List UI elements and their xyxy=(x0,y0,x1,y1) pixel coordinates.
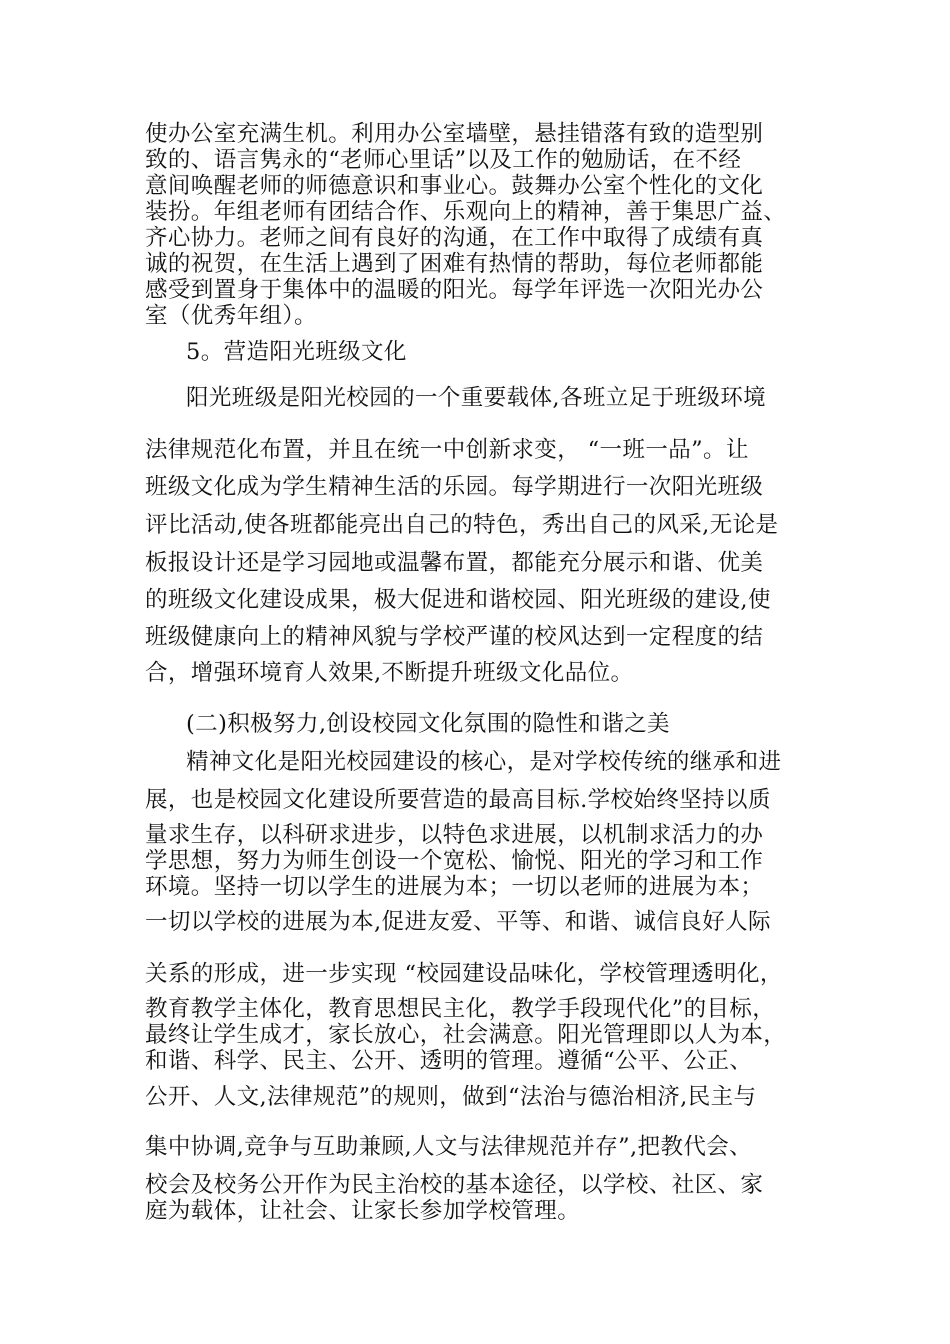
paragraph-line: 庭为载体，让社会、让家长参加学校管理。 xyxy=(145,1198,581,1224)
paragraph-line: 班级健康向上的精神风貌与学校严谨的校风达到一定程度的结 xyxy=(145,624,764,650)
paragraph-line: 集中协调,竞争与互助兼顾,人文与法律规范并存”,把教代会、 xyxy=(145,1134,753,1160)
paragraph-line: 关系的形成，进一步实现 “校园建设品味化，学校管理透明化， xyxy=(145,961,783,987)
paragraph-line: 板报设计还是学习园地或温馨布置，都能充分展示和谐、优美 xyxy=(145,550,764,576)
paragraph-line: 装扮。年组老师有团结合作、乐观向上的精神，善于集思广益、 xyxy=(145,199,787,225)
paragraph-line: 公开、人文,法律规范”的规则，做到“法治与德治相济,民主与 xyxy=(145,1084,757,1110)
paragraph-line: 学思想，努力为师生创设一个宽松、愉悦、阳光的学习和工作 xyxy=(145,848,764,874)
paragraph-line: 班级文化成为学生精神生活的乐园。每学期进行一次阳光班级 xyxy=(145,474,764,500)
paragraph-line: 感受到置身于集体中的温暖的阳光。每学年评选一次阳光办公 xyxy=(145,277,764,303)
paragraph-line: 环境。坚持一切以学生的进展为本；一切以老师的进展为本； xyxy=(145,874,764,900)
paragraph-line: 量求生存，以科研求进步，以特色求进展，以机制求活力的办 xyxy=(145,822,764,848)
section-heading: (二)积极努力,创设校园文化氛围的隐性和谐之美 xyxy=(186,711,670,737)
section-heading: 5。营造阳光班级文化 xyxy=(186,339,407,365)
paragraph-line: 一切以学校的进展为本,促进友爱、平等、和谐、诚信良好人际 xyxy=(145,909,771,935)
paragraph-line: 教育教学主体化，教育思想民主化，教学手段现代化”的目标， xyxy=(145,996,776,1022)
paragraph-line: 室（优秀年组）。 xyxy=(145,303,317,329)
paragraph-line: 和谐、科学、民主、公开、透明的管理。遵循“公平、公正、 xyxy=(145,1048,753,1074)
paragraph-line: 的班级文化建设成果，极大促进和谐校园、阳光班级的建设,使 xyxy=(145,587,771,613)
paragraph-line: 合，增强环境育人效果,不断提升班级文化品位。 xyxy=(145,660,634,686)
paragraph-line: 法律规范化布置，并且在统一中创新求变， “一班一品”。让 xyxy=(145,437,749,463)
paragraph-line: 诚的祝贺，在生活上遇到了困难有热情的帮助，每位老师都能 xyxy=(145,251,764,277)
paragraph-line: 展，也是校园文化建设所要营造的最高目标.学校始终坚持以质 xyxy=(145,787,771,813)
paragraph-line: 致的、语言隽永的“老师心里话”以及工作的勉励话，在不经 xyxy=(145,147,742,173)
paragraph-line: 最终让学生成才，家长放心，社会满意。阳光管理即以人为本， xyxy=(145,1022,787,1048)
paragraph-line: 阳光班级是阳光校园的一个重要载体,各班立足于班级环境 xyxy=(186,385,767,411)
paragraph-line: 评比活动,使各班都能亮出自己的特色，秀出自己的风采,无论是 xyxy=(145,512,779,538)
paragraph-line: 校会及校务公开作为民主治校的基本途径，以学校、社区、家 xyxy=(145,1172,764,1198)
paragraph-line: 意间唤醒老师的师德意识和事业心。鼓舞办公室个性化的文化 xyxy=(145,173,764,199)
paragraph-line: 使办公室充满生机。利用办公室墙壁，悬挂错落有致的造型别 xyxy=(145,121,764,147)
paragraph-line: 齐心协力。老师之间有良好的沟通，在工作中取得了成绩有真 xyxy=(145,225,764,251)
paragraph-line: 精神文化是阳光校园建设的核心，是对学校传统的继承和进 xyxy=(186,749,782,775)
